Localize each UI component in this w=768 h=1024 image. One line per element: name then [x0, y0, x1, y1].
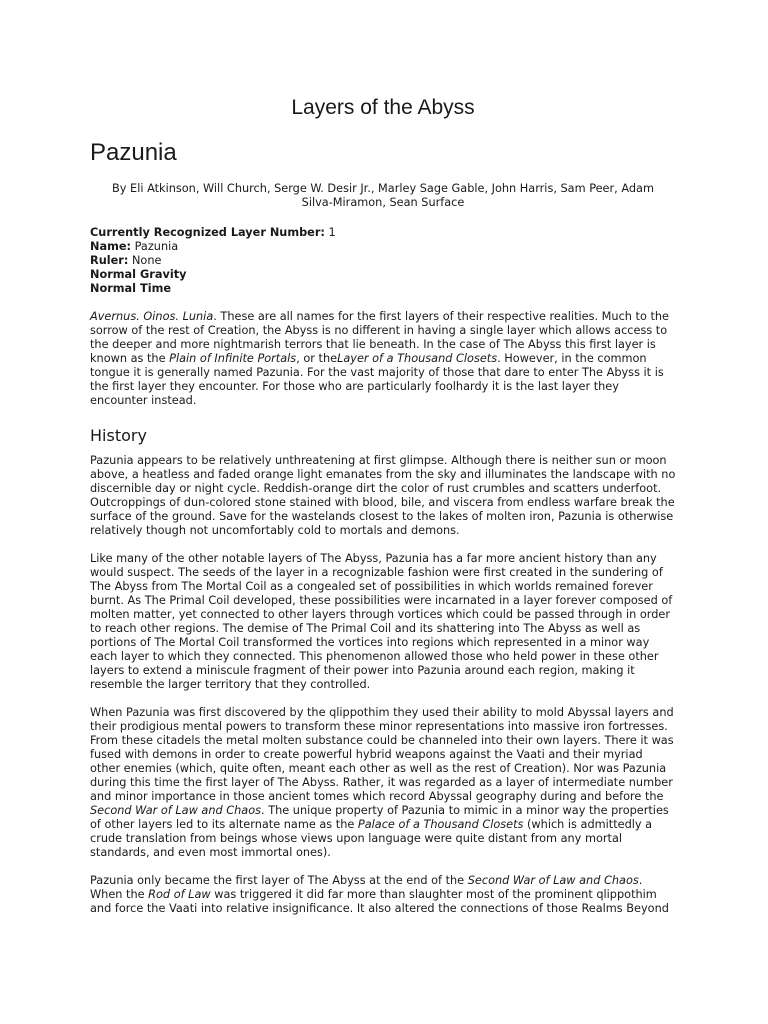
ruler-row — [90, 254, 676, 268]
layer-number-label: Currently Recognized Layer Number: — [90, 226, 325, 239]
history-paragraph-2: Like many of the other notable layers of The Abyss, Pazunia has a far more ancient history than any would suspect. The seeds of the layer in a recognizable fashion were first created in the sundering of The Abyss from The Mortal Coil as a congealed set of possibilities in which worlds remained forever burnt. As The Primal Coil developed, these possibilities were incarnated in a layer forever composed of molten matter, yet connected to other layers through vortices which could be passed through in order to reach other regions. The demise of The Primal Coil and its shattering into The Abyss as well as portions of The Mortal Coil transformed the vortices into regions which represented in a minor way each layer to which they connected. This phenomenon allowed those who held power in these other layers to extend a miniscule fragment of their power into Pazunia around each region, making it resemble the larger territory that they controlled. — [90, 552, 673, 691]
layer-metadata — [90, 226, 676, 296]
layer-number-value: 1 — [324, 226, 336, 239]
time-row — [90, 282, 676, 296]
intro-text-3: . However, in the common tongue it is generally named Pazunia. For the vast majority of those that dare to enter The Abyss it is the first layer they encounter. For those who are particularly foolhardy it is the last layer they encounter instead. — [90, 352, 664, 407]
history-paragraph-1: Pazunia appears to be relatively unthreatening at first glimpse. Although there is neither sun or moon above, a heatless and faded orange light emanates from the sky and illuminates the landscape with no discernible day or night cycle. Reddish-orange dirt the color of rust crumbles and scatters underfoot. Outcroppings of dun-colored stone stained with blood, bile, and viscera from endless warfare break the surface of the ground. Save for the wastelands closest to the lakes of molten iron, Pazunia is otherwise relatively though not uncomfortably cold to mortals and demons. — [90, 454, 676, 537]
history-p4-rod: Rod of Law — [148, 888, 211, 901]
history-p3-text-a: When Pazunia was first discovered by the qlippothim they used their ability to mold Abyssal layers and their prodigious mental powers to transform these minor representations into massive iron fortresses. From these citadels the metal molten substance could be channeled into their own layers. There it was fused with demons in order to create powerful hybrid weapons against the Vaati and their myriad other enemies (which, quite often, meant each other as well as the rest of Creation). Nor was Pazunia during this time the first layer of The Abyss. Rather, it was regarded as a layer of intermediate number and minor importance in those ancient tomes which record Abyssal geography during and before the — [90, 706, 674, 803]
layer-number-row — [90, 226, 676, 240]
history-paragraph-3 — [90, 706, 676, 860]
history-p4-text-a: Pazunia only became the first layer of The Abyss at the end of the — [90, 874, 468, 887]
gravity-label: Normal Gravity — [90, 268, 187, 281]
intro-plain-name: Plain of Infinite Portals — [169, 352, 297, 365]
history-p3-palace: Palace of a Thousand Closets — [357, 818, 524, 831]
name-row — [90, 240, 676, 254]
history-p3-text-c: (which is admittedly a crude translation from beings whose views upon language were quite distant from any mortal standards, and even most immortal ones). — [90, 818, 653, 859]
history-p3-war: Second War of Law and Chaos — [90, 804, 262, 817]
history-paragraph-4 — [90, 874, 676, 916]
name-value: Pazunia — [131, 240, 179, 253]
history-p4-text-b: . When the — [90, 874, 643, 901]
intro-closets-name: Layer of a Thousand Closets — [337, 352, 498, 365]
intro-text-2: , or the — [296, 352, 338, 365]
author-list: By Eli Atkinson, Will Church, Serge W. Desir Jr., Marley Sage Gable, John Harris, Sam Peer, Adam Silva-Miramon, Sean Surface — [112, 182, 654, 209]
ruler-value: None — [128, 254, 162, 267]
layer-title: Pazunia — [90, 139, 177, 166]
history-heading: History — [90, 426, 147, 445]
gravity-row — [90, 268, 676, 282]
document-title: Layers of the Abyss — [291, 96, 475, 119]
time-label: Normal Time — [90, 282, 171, 295]
intro-paragraph — [90, 310, 676, 408]
history-p4-text-c: was triggered it did far more than slaughter most of the prominent qlippothim and force the Vaati into relative insignificance. It also altered the connections of those Realms Beyond — [90, 888, 669, 915]
ruler-label: Ruler: — [90, 254, 129, 267]
history-p3-text-b: . The unique property of Pazunia to mimic in a minor way the properties of other layers led to its alternate name as the — [90, 804, 669, 831]
name-label: Name: — [90, 240, 132, 253]
document-page — [90, 94, 676, 930]
intro-names: Avernus. Oinos. Lunia — [90, 310, 214, 323]
history-p4-war: Second War of Law and Chaos — [467, 874, 639, 887]
intro-text-1: . These are all names for the first layers of their respective realities. Much to the sorrow of the rest of Creation, the Abyss is no different in having a single layer which allows access to the deeper and more nightmarish terrors that lie beneath. In the case of The Abyss this first layer is known as the — [90, 310, 669, 365]
